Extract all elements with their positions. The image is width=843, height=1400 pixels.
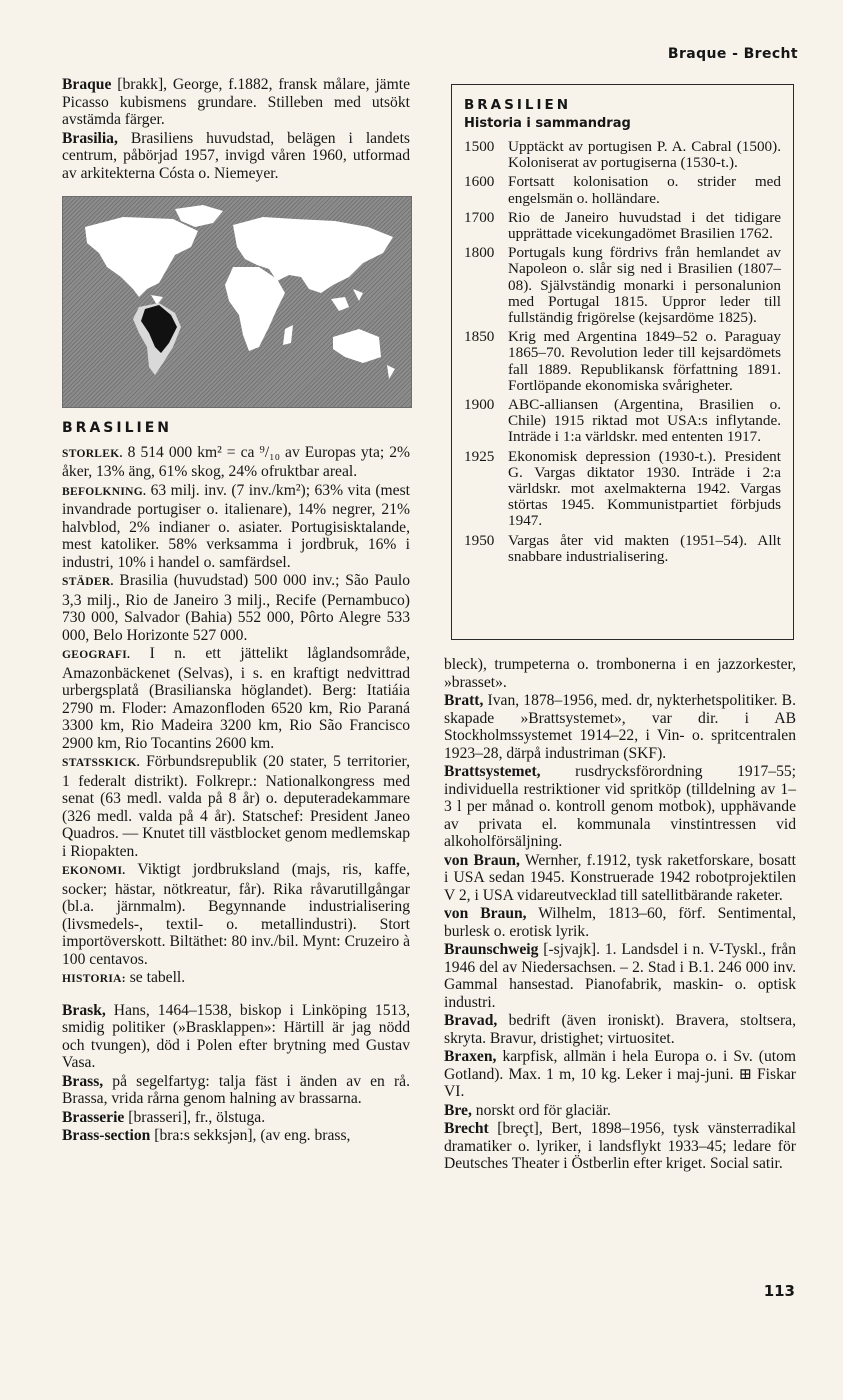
history-year: 1925 — [464, 447, 495, 465]
fact-label: STATSSKICK. — [62, 757, 140, 769]
fact-befolkning — [62, 482, 410, 572]
left-column — [62, 76, 410, 1145]
entry-text: [-sjvajk]. 1. Landsdel i n. V-Tyskl., från 1946 del av Niedersachsen. – 2. Stad i B.1. 246 000 inv. Gammal hansestad. Pianofabrik, maskin- o. optisk industri. — [444, 941, 796, 1011]
history-year: 1500 — [464, 138, 495, 155]
history-text: Vargas åter vid makten (1951–54). Allt snabbare industrialisering. — [508, 531, 781, 565]
dictionary-entry — [444, 692, 796, 762]
history-text: Portugals kung fördrivs från hemlandet av Napoleon o. slår sig ned i Brasilien (1807–08). Självständig monarki i personalunion med Portugal 1815. Uppror leder till fullständig frigörelse (kejsardöme 1825). — [508, 244, 781, 327]
headword: Brass, — [62, 1072, 104, 1090]
history-row — [464, 329, 781, 394]
entry-text: Wernher, f.1912, tysk raketforskare, bosatt i USA sedan 1945. Konstruerade 1942 robotprojektilen V 2, i USA vidareutvecklad till satellitbärande raketer. — [444, 851, 797, 904]
dictionary-entry — [444, 941, 796, 1011]
entry-brask — [62, 1002, 410, 1072]
history-year: 1850 — [464, 328, 495, 346]
history-box-subtitle: Historia i sammandrag — [464, 116, 631, 131]
entry-text: karpfisk, allmän i hela Europa o. i Sv. (utom Gotland). Max. 1 m, 10 kg. Leker i maj-juni. ⊞ Fiskar VI. — [444, 1048, 796, 1100]
fact-storlek — [62, 444, 410, 481]
entry-text: [breçt], Bert, 1898–1956, tysk vänsterradikal dramatiker o. lyriker, i landsflykt 1933–45; ledare för Deutsches Theater i Östberlin efter kriget. Social satir. — [444, 1120, 796, 1172]
fact-statsskick — [62, 753, 410, 860]
entry-braque — [62, 76, 410, 129]
history-box — [451, 84, 794, 640]
fact-label: STORLEK. — [62, 447, 123, 460]
entry-brass — [62, 1073, 410, 1108]
dictionary-entry — [444, 656, 796, 691]
entry-text: Wilhelm, 1813–60, förf. Sentimental, burlesk o. erotisk lyrik. — [444, 905, 796, 940]
entry-brass-section — [62, 1127, 410, 1145]
headword: von Braun, — [444, 905, 527, 922]
dictionary-entry — [444, 763, 796, 851]
headword: Brasilia, — [62, 129, 118, 147]
history-box-title: BRASILIEN — [464, 97, 572, 113]
fact-geografi — [62, 645, 410, 752]
history-row — [464, 533, 781, 565]
fact-stader — [62, 572, 410, 644]
dictionary-entry — [444, 1102, 796, 1120]
entry-text: Brasiliens huvudstad, belägen i landets centrum, påbörjad 1957, invigd våren 1960, utformad av arkitekterna Cósta o. Niemeyer. — [62, 129, 410, 182]
headword: Brattsystemet, — [444, 763, 541, 780]
history-year: 1800 — [464, 244, 495, 262]
entry-text: norskt ord för glaciär. — [471, 1101, 611, 1119]
fact-label: BEFOLKNING. — [62, 485, 147, 498]
world-map-figure — [62, 196, 412, 408]
world-map-svg — [63, 197, 411, 407]
running-head: Braque - Brecht — [667, 46, 798, 62]
entry-text: bleck), trumpeterna o. trombonerna i en jazzorkester, »brasset». — [444, 656, 796, 691]
dictionary-entry — [444, 1048, 796, 1101]
dictionary-entry — [444, 852, 796, 905]
history-year: 1950 — [464, 531, 495, 549]
entry-brasilia — [62, 130, 410, 183]
fact-label: STÄDER. — [62, 576, 114, 588]
headword: Braunschweig — [444, 941, 539, 958]
history-row — [464, 449, 781, 530]
fact-text: Viktigt jordbruksland (majs, ris, kaffe, socker; hästar, nötkreatur, får). Rika råvarutillgångar (bl.a. järnmalm). Begynnande industrialisering (livsmedels-, textil- o. metallindustri). Stort importöverskott. Biltäthet: 80 inv./bil. Mynt: Cruzeiro à 100 centavos. — [62, 861, 410, 968]
history-row — [464, 397, 781, 446]
dictionary-entry — [444, 1120, 796, 1173]
history-text: Krig med Argentina 1849–52 o. Paraguay 1865–70. Revolution leder till kejsardömets fall 1889. Republikansk författning 1891. Fortlöpande ekonomiska svårigheter. — [508, 328, 781, 394]
history-row — [464, 210, 781, 242]
fact-text: I n. ett jättelikt låglandsområde, Amazonbäckenet (Selvas), i s. en kraftigt nedvittrad urbergsplatå (Brasilianska höglandet). Berg: Itatiáia 2790 m. Floder: Amazonfloden 6520 km, Rio Paraná 3300 km, Rio Madeira 3200 km, Rio São Francisco 2900 km, Rio Tocantins 2600 km. — [62, 645, 410, 752]
history-text: Rio de Janeiro huvudstad i det tidigare upprättade vicekungadömet Brasilien 1762. — [508, 208, 781, 243]
history-year: 1700 — [464, 208, 495, 226]
history-row — [464, 139, 781, 171]
fact-historia — [62, 969, 410, 989]
headword: Bratt, — [444, 692, 484, 709]
fact-text: Brasilia (huvudstad) 500 000 inv.; São Paulo 3,3 milj., Rio de Janeiro 3 milj., Recife (Pernambuco) 730 000, Salvador (Bahia) 552 000, Pôrto Alegre 533 000, Belo Horizonte 527 000. — [62, 572, 410, 644]
fact-text: Förbundsrepublik (20 stater, 5 territorier, 1 federalt distrikt). Folkrepr.: Nationalkongress med senat (63 medl. valda på 8 år) o. deputeradekammare (326 medl. valda på 4 år). Statschef: President Janeo Quadros. — Knutet till västblocket genom medlemskap i Riopakten. — [62, 753, 410, 860]
headword: von Braun, — [444, 851, 520, 869]
entry-text: rusdrycksförordning 1917–55; individuella restriktioner vid spritköp (tilldelning av 1–3 l per månad o. kontroll genom motbok), upphävande av privata el. kommunala vinstintressen vid alkoholförsäljning. — [444, 763, 796, 850]
fact-ekonomi — [62, 861, 410, 968]
fact-text: 8 514 000 km² = ca ⁹/₁₀ av Europas yta; 2% åker, 13% äng, 61% skog, 24% ofruktbar areal. — [62, 443, 410, 480]
fact-label: GEOGRAFI. — [62, 649, 131, 661]
headword: Brecht — [444, 1120, 489, 1137]
history-row — [464, 245, 781, 326]
entry-text: på segelfartyg: talja fäst i änden av en rå. Brassa, vrida rårna genom halning av brassarna. — [62, 1072, 410, 1107]
history-rows — [464, 139, 781, 565]
headword: Braque — [62, 76, 112, 93]
continents — [85, 205, 395, 379]
page-number: 113 — [763, 1282, 795, 1300]
entry-brasserie — [62, 1109, 410, 1127]
headword: Brass-section — [62, 1127, 151, 1144]
headword: Bravad, — [444, 1012, 498, 1029]
history-text: Fortsatt kolonisation o. strider med engelsmän o. holländare. — [508, 173, 781, 207]
fact-text: se tabell. — [125, 969, 186, 986]
history-text: ABC-alliansen (Argentina, Brasilien o. Chile) 1915 riktad mot USA:s inflytande. Inträde i 1:a världskr. med ententen 1917. — [508, 396, 781, 446]
entry-text: [brasseri], fr., ölstuga. — [124, 1108, 266, 1126]
history-text: Upptäckt av portugisen P. A. Cabral (1500). Koloniserat av portugiserna (1530-t.). — [508, 138, 781, 172]
history-year: 1600 — [464, 173, 495, 191]
entry-text: Hans, 1464–1538, biskop i Linköping 1513, smidig politiker (»Brasklappen»: Härtill är jag nödd och tvungen), död i Polen efter brytning med Gustav Vasa. — [62, 1001, 410, 1071]
headword: Braxen, — [444, 1048, 497, 1065]
fact-text: 63 milj. inv. (7 inv./km²); 63% vita (mest invandrade portugiser o. italienare), 14% negrer, 21% halvblod, 2% indianer o. asiater. Portugisisktalande, mest katoliker. 58% verksamma i jordbruk, 16% i industri, 10% i handel o. samfärdsel. — [62, 481, 410, 571]
right-column — [444, 656, 796, 1173]
fact-label: EKONOMI. — [62, 865, 126, 877]
history-text: Ekonomisk depression (1930-t.). President G. Vargas diktator 1930. Inträde i 2:a världskr. mot axelmakterna 1942. Vargas störtas 1945. Kommunistpartiet förbjuds 1947. — [508, 447, 781, 530]
dictionary-entry — [444, 905, 796, 940]
section-title: BRASILIEN — [62, 420, 172, 436]
entry-text: bedrift (även ironiskt). Bravera, stoltsera, skryta. Bravur, dristighet; virtuositet. — [444, 1012, 796, 1047]
history-row — [464, 174, 781, 206]
headword: Bre, — [444, 1101, 472, 1119]
history-year: 1900 — [464, 396, 495, 414]
dictionary-entry — [444, 1012, 796, 1047]
entry-text: [brakk], George, f.1882, fransk målare, jämte Picasso kubismens grundare. Stilleben med utsökt avstämda färger. — [62, 76, 410, 128]
fact-label: HISTORIA: — [62, 973, 126, 985]
entry-text: [bra:s sekksjən], (av eng. brass, — [150, 1127, 351, 1144]
headword: Brasserie — [62, 1108, 125, 1126]
headword: Brask, — [62, 1001, 106, 1019]
entry-text: Ivan, 1878–1956, med. dr, nykterhetspolitiker. B. skapade »Brattsystemet», var dir. i AB Stockholmssystemet 1914–22, i Vin- o. spritcentralen 1923–28, därpå industriman (SKF). — [444, 692, 796, 762]
